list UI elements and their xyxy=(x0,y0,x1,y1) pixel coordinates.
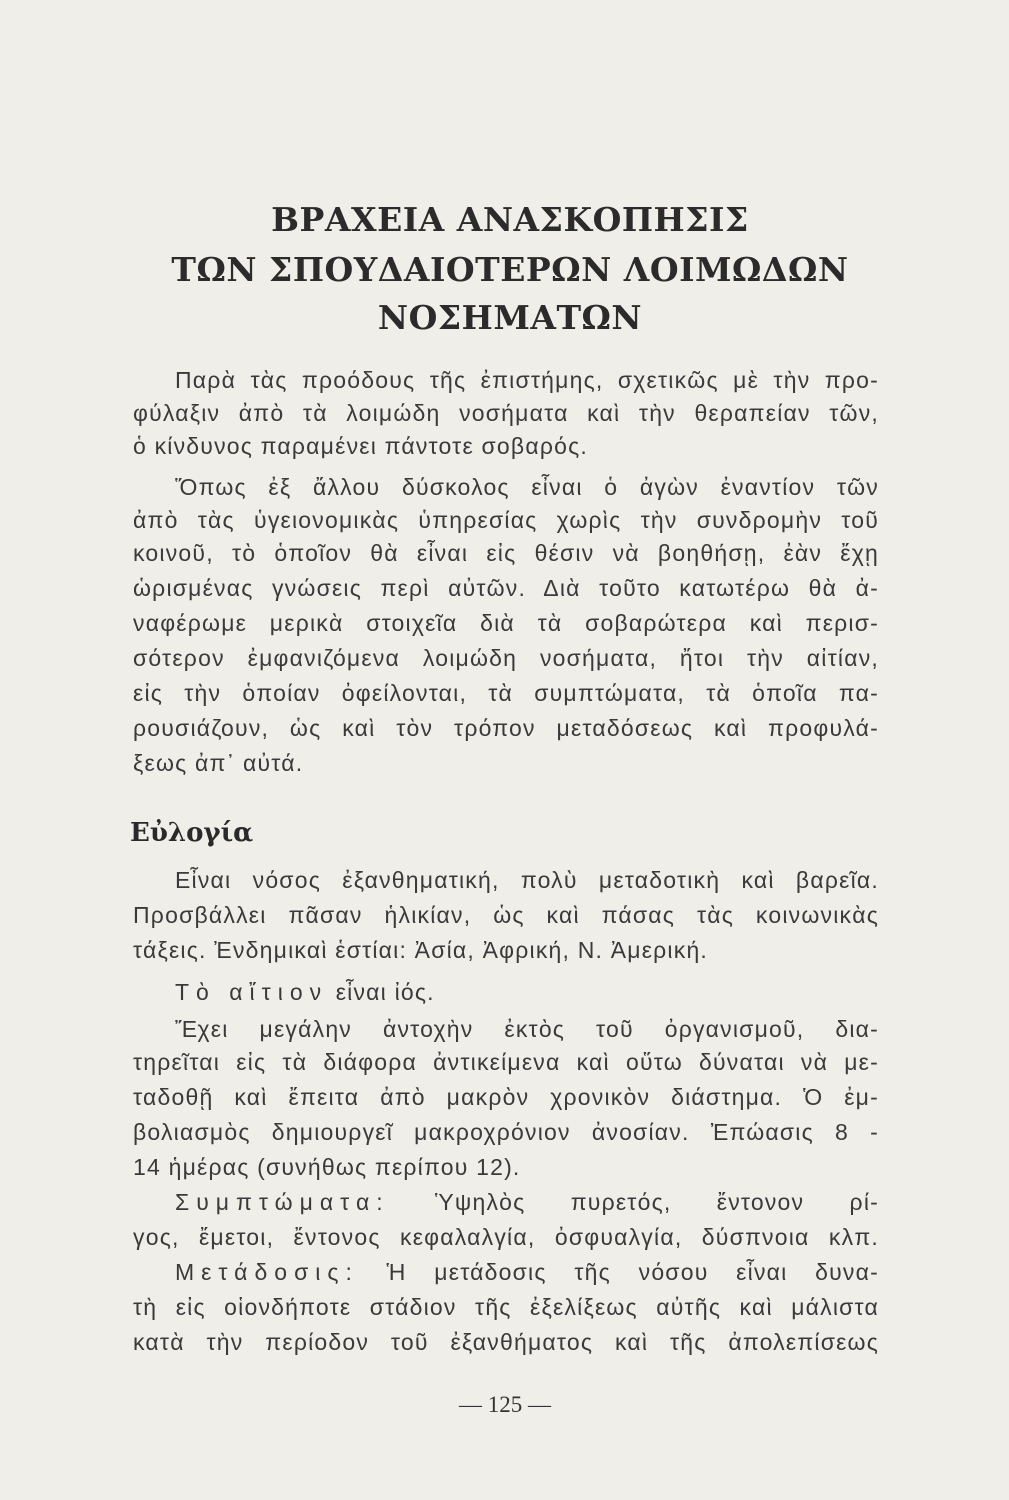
section-line: Ἔχει μεγάλην ἀντοχὴν ἐκτὸς τοῦ ὀργανισμοῦ, δια- xyxy=(175,1016,879,1042)
cause-text: εἶναι ἰός. xyxy=(335,979,435,1005)
intro-line: κοινοῦ, τὸ ὁποῖον θὰ εἶναι εἰς θέσιν νὰ βοηθήσῃ, ἐὰν ἔχῃ xyxy=(133,540,879,566)
section-line: γος, ἔμετοι, ἔντονος κεφαλαλγία, ὀσφυαλγία, δύσπνοια κλπ. xyxy=(133,1224,879,1250)
intro-line: Παρὰ τὰς προόδους τῆς ἐπιστήμης, σχετικῶς μὲ τὴν προ- xyxy=(175,367,879,393)
transmission-label: Μετάδοσις: xyxy=(175,1259,359,1285)
intro-line: ρουσιάζουν, ὡς καὶ τὸν τρόπον μεταδόσεως καὶ προφυλά- xyxy=(133,715,879,741)
cause-line xyxy=(175,979,435,1006)
section-heading: Εὐλογία xyxy=(130,818,254,848)
symptoms-line xyxy=(175,1189,879,1216)
intro-line: Ὅπως ἐξ ἄλλου δύσκολος εἶναι ὁ ἀγὼν ἐναντίον τῶν xyxy=(175,474,879,500)
intro-line: ἀπὸ τὰς ὑγειονομικὰς ὑπηρεσίας χωρὶς τὴν συνδρομὴν τοῦ xyxy=(133,507,879,533)
title-line-2: ΤΩΝ ΣΠΟΥΔΑΙΟΤΕΡΩΝ ΛΟΙΜΩΔΩΝ xyxy=(171,250,849,289)
section-line: βολιασμὸς δημιουργεῖ μακροχρόνιον ἀνοσίαν. Ἐπώασις 8 - xyxy=(133,1119,879,1145)
intro-line: σότερον ἐμφανιζόμενα λοιμώδη νοσήματα, ἤτοι τὴν αἰτίαν, xyxy=(133,645,879,671)
section-line: κατὰ τὴν περίοδον τοῦ ἐξανθήματος καὶ τῆς ἀπολεπίσεως xyxy=(133,1329,879,1355)
cause-label: Τὸ αἴτιον xyxy=(175,979,329,1005)
intro-line: ὁ κίνδυνος παραμένει πάντοτε σοβαρός. xyxy=(133,433,588,459)
page-number: — 125 — xyxy=(459,1392,551,1417)
section-line: Προσβάλλει πᾶσαν ἡλικίαν, ὡς καὶ πάσας τὰς κοινωνικὰς xyxy=(133,902,879,928)
title-line-1: ΒΡΑΧΕΙΑ ΑΝΑΣΚΟΠΗΣΙΣ xyxy=(271,200,749,239)
intro-line: εἰς τὴν ὁποίαν ὀφείλονται, τὰ συμπτώματα, τὰ ὁποῖα πα- xyxy=(133,680,879,706)
section-line: 14 ἡμέρας (συνήθως περίπου 12). xyxy=(133,1154,521,1180)
section-line: τὴ εἰς οἱονδήποτε στάδιον τῆς ἐξελίξεως αὐτῆς καὶ μάλιστα xyxy=(133,1294,879,1320)
transmission-text: Ἡ μετάδοσις τῆς νόσου εἶναι δυνα- xyxy=(386,1259,879,1285)
symptoms-label: Συμπτώματα: xyxy=(175,1189,390,1215)
intro-line: φύλαξιν ἀπὸ τὰ λοιμώδη νοσήματα καὶ τὴν θεραπείαν τῶν, xyxy=(133,400,879,426)
transmission-line xyxy=(175,1259,879,1286)
intro-line: ξεως ἀπ᾽ αὐτά. xyxy=(133,750,304,776)
section-line: ταδοθῇ καὶ ἔπειτα ἀπὸ μακρὸν χρονικὸν διάστημα. Ὁ ἐμ- xyxy=(133,1084,879,1110)
section-line: τηρεῖται εἰς τὰ διάφορα ἀντικείμενα καὶ οὕτω δύναται νὰ με- xyxy=(133,1049,879,1075)
intro-line: ὡρισμένας γνώσεις περὶ αὐτῶν. Διὰ τοῦτο κατωτέρω θὰ ἀ- xyxy=(133,575,879,601)
intro-line: ναφέρωμε μερικὰ στοιχεῖα διὰ τὰ σοβαρώτερα καὶ περισ- xyxy=(133,610,879,636)
section-line: τάξεις. Ἐνδημικαὶ ἑστίαι: Ἀσία, Ἀφρική, Ν. Ἀμερική. xyxy=(133,937,709,963)
section-line: Εἶναι νόσος ἐξανθηματική, πολὺ μεταδοτικὴ καὶ βαρεῖα. xyxy=(175,867,879,893)
title-line-3: ΝΟΣΗΜΑΤΩΝ xyxy=(377,298,643,337)
symptoms-text: Ὑψηλὸς πυρετός, ἔντονον ρί- xyxy=(434,1189,880,1215)
